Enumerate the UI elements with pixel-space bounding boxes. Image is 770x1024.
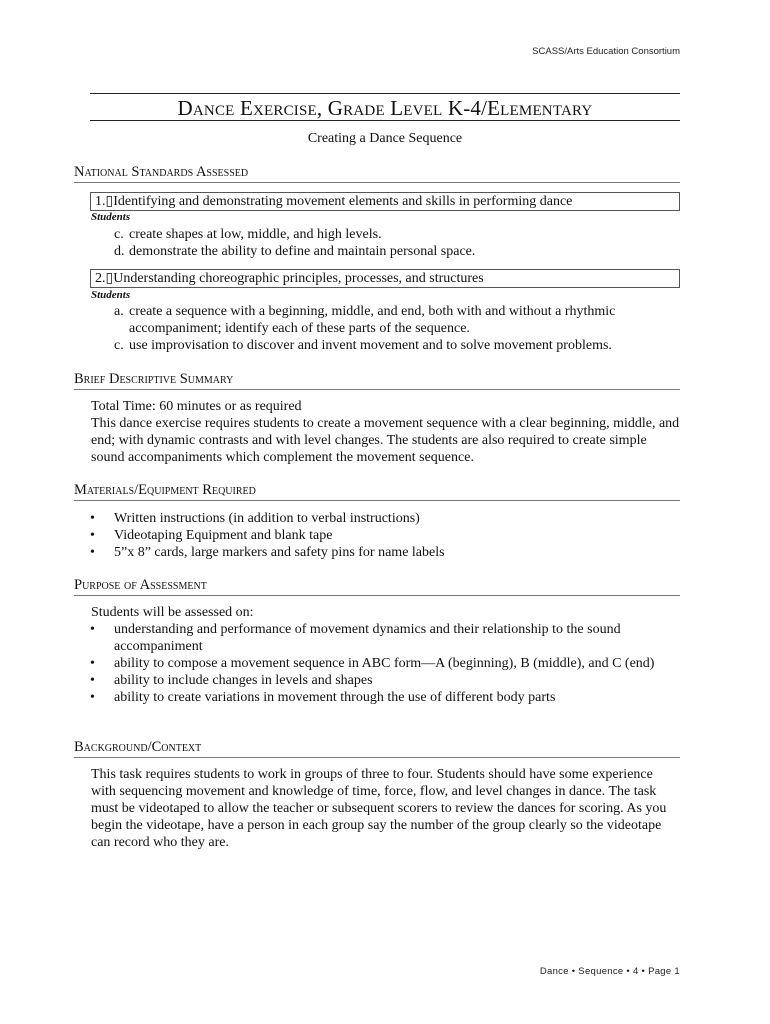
list-item	[90, 544, 680, 561]
item-letter: c.	[114, 227, 124, 242]
item-text: ability to compose a movement sequence in ABC form—A (beginning), B (middle), and C (end)	[114, 656, 655, 671]
item-text: use improvisation to discover and invent movement and to solve movement problems.	[129, 338, 612, 353]
item-text: Written instructions (in addition to verbal instructions)	[114, 511, 420, 526]
summary-body	[91, 398, 680, 466]
national-standards-heading: National Standards Assessed	[74, 163, 680, 183]
bullet-glyph: •	[90, 690, 95, 705]
item-text: ability to include changes in levels and shapes	[114, 673, 373, 688]
list-item	[90, 672, 668, 689]
background-heading: Background/Context	[74, 738, 680, 758]
list-item	[114, 337, 674, 354]
item-text: ability to create variations in movement through the use of different body parts	[114, 690, 556, 705]
standard-1-box: 1.▯Identifying and demonstrating movement elements and skills in performing dance	[90, 192, 680, 211]
bullet-glyph: •	[90, 622, 95, 637]
item-letter: d.	[114, 244, 125, 259]
bullet-glyph: •	[90, 511, 95, 526]
summary-total-time: Total Time: 60 minutes or as required	[91, 399, 302, 414]
page-subtitle: Creating a Dance Sequence	[307, 131, 463, 146]
title-bottom-rule	[90, 120, 680, 121]
item-text: demonstrate the ability to define and maintain personal space.	[129, 244, 476, 259]
summary-text: This dance exercise requires students to create a movement sequence with a clear beginning, middle, and end; with dynamic contrasts and with level changes. The students are also required to create simple sound accompaniments which complement the movement sequence.	[91, 416, 680, 465]
purpose-intro: Students will be assessed on:	[91, 605, 254, 620]
bullet-glyph: •	[90, 545, 95, 560]
list-item	[114, 303, 674, 337]
list-item	[114, 226, 674, 243]
item-letter: a.	[114, 304, 124, 319]
list-item	[90, 621, 668, 655]
list-item	[90, 689, 668, 706]
standard-2-items	[114, 303, 674, 354]
title-top-rule	[90, 93, 680, 94]
bullet-glyph: •	[90, 673, 95, 688]
item-text: Videotaping Equipment and blank tape	[114, 528, 333, 543]
list-item	[90, 510, 680, 527]
standard-2-students-label: Students	[91, 289, 131, 301]
page-title: Dance Exercise, Grade Level K-4/Elementary	[177, 96, 593, 120]
item-text: 5”x 8” cards, large markers and safety pins for name labels	[114, 545, 445, 560]
item-letter: c.	[114, 338, 124, 353]
materials-heading: Materials/Equipment Required	[74, 481, 680, 501]
bullet-glyph: •	[90, 656, 95, 671]
materials-list	[90, 510, 680, 561]
item-text: create shapes at low, middle, and high levels.	[129, 227, 382, 242]
standard-1-items	[114, 226, 674, 260]
header-organization: SCASS/Arts Education Consortium	[532, 46, 680, 57]
standard-1-students-label: Students	[91, 211, 131, 223]
item-text: create a sequence with a beginning, middle, and end, both with and without a rhythmic accompaniment; identify each of these parts of the sequence.	[129, 304, 616, 336]
bullet-glyph: •	[90, 528, 95, 543]
summary-heading: Brief Descriptive Summary	[74, 370, 680, 390]
standard-2-box: 2.▯Understanding choreographic principles, processes, and structures	[90, 269, 680, 288]
page-footer: Dance • Sequence • 4 • Page 1	[539, 966, 680, 977]
background-text: This task requires students to work in groups of three to four. Students should have some experience with sequencing movement and knowledge of time, force, flow, and level changes in dance. The task must be videotaped to allow the teacher or subsequent scorers to review the dances for scoring. As you begin the videotape, have a person in each group say the number of the group clearly so the videotape can record who they are.	[91, 767, 667, 850]
list-item	[114, 243, 674, 260]
list-item	[90, 527, 680, 544]
purpose-heading: Purpose of Assessment	[74, 576, 680, 596]
list-item	[90, 655, 668, 672]
purpose-list	[90, 621, 668, 706]
item-text: understanding and performance of movement dynamics and their relationship to the sound accompaniment	[114, 622, 621, 654]
